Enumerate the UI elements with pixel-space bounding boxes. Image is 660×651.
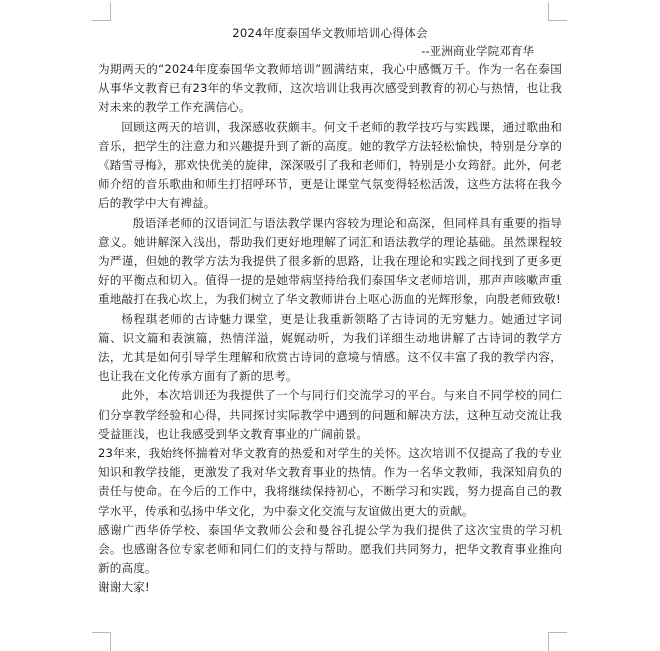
paragraph-grammar: 殷语泽老师的汉语词汇与语法教学课内容较为理论和高深，但同样具有重要的指导意义。她讲解深入浅出，帮助我们更好地理解了词汇和语法教学的理论基础。虽然课程较为严谨，但她的教学方法为我提供了很多新的思路，让我在理论和实践之间找到了更多更好的平衡点和切入。值得一提的是她带病坚持给我们泰国华文老师培训，那声声咳嗽声重重地敲打在我心坎上，为我们树立了华文教师讲台上呕心沥血的光辉形象，向殷老师致敬! <box>98 215 562 307</box>
paragraph-poetry: 杨程琪老师的古诗魅力课堂，更是让我重新领略了古诗词的无穷魅力。她通过字词篇、识文篇和表演篇，热情洋溢，娓娓动听，为我们详细生动地讲解了古诗词的教学方法，尤其是如何引导学生理解和欣赏古诗词的意境与情感。这不仅丰富了我的教学内容，也让我在文化传承方面有了新的思考。 <box>98 311 562 384</box>
paragraph-thanks: 感谢广西华侨学校、泰国华文教师公会和曼谷孔提公学为我们提供了这次宝贵的学习机会。也感谢各位专家老师和同仁们的支持与帮助。愿我们共同努力，把华文教育事业推向新的高度。 <box>98 522 562 576</box>
crop-mark-bottom-left <box>92 632 111 651</box>
document-body <box>98 24 562 598</box>
document-title: 2024年度泰国华文教师培训心得体会 <box>232 26 428 40</box>
crop-mark-bottom-right <box>548 632 567 651</box>
paragraph-review: 回顾这两天的培训，我深感收获颇丰。何文千老师的教学技巧与实践课，通过歌曲和音乐，把学生的注意力和兴趣提升到了新的高度。她的教学方法轻松愉快，特别是分享的《踏雪寻梅》，那欢快优美的旋律，深深吸引了我和老师们，特别是小女筠舒。此外，何老师介绍的音乐歌曲和师生打招呼环节，更是让课堂气氛变得轻松活泼，这些方法将在我今后的教学中大有裨益。 <box>98 119 562 211</box>
paragraph-exchange: 此外，本次培训还为我提供了一个与同行们交流学习的平台。与来自不同学校的同仁们分享教学经验和心得，共同探讨实际教学中遇到的问题和解决方法，这种互动交流让我受益匪浅，也让我感受到华文教育事业的广阔前景。 <box>98 388 562 441</box>
paragraph-reflection: 23年来，我始终怀揣着对华文教育的热爱和对学生的关怀。这次培训不仅提高了我的专业知识和教学技能，更激发了我对华文教育事业的热情。作为一名华文教师，我深知肩负的责任与使命。在今后的工作中，我将继续保持初心，不断学习和实践，努力提高自己的教学水平，传承和弘扬中华文化，为中泰文化交流与友谊做出更大的贡献。 <box>98 446 562 518</box>
paragraph-closing: 谢谢大家! <box>98 580 150 595</box>
crop-mark-top-left <box>92 2 111 21</box>
paragraph-intro: 为期两天的“2024年度泰国华文教师培训”圆满结束，我心中感慨万千。作为一名在泰国从事华文教育已有23年的华文教师，这次培训让我再次感受到教育的初心与热情，也让我对未来的教学工作充满信心。 <box>98 62 562 115</box>
document-author: --亚洲商业学院邓育华 <box>421 44 534 58</box>
crop-mark-top-right <box>548 2 567 21</box>
